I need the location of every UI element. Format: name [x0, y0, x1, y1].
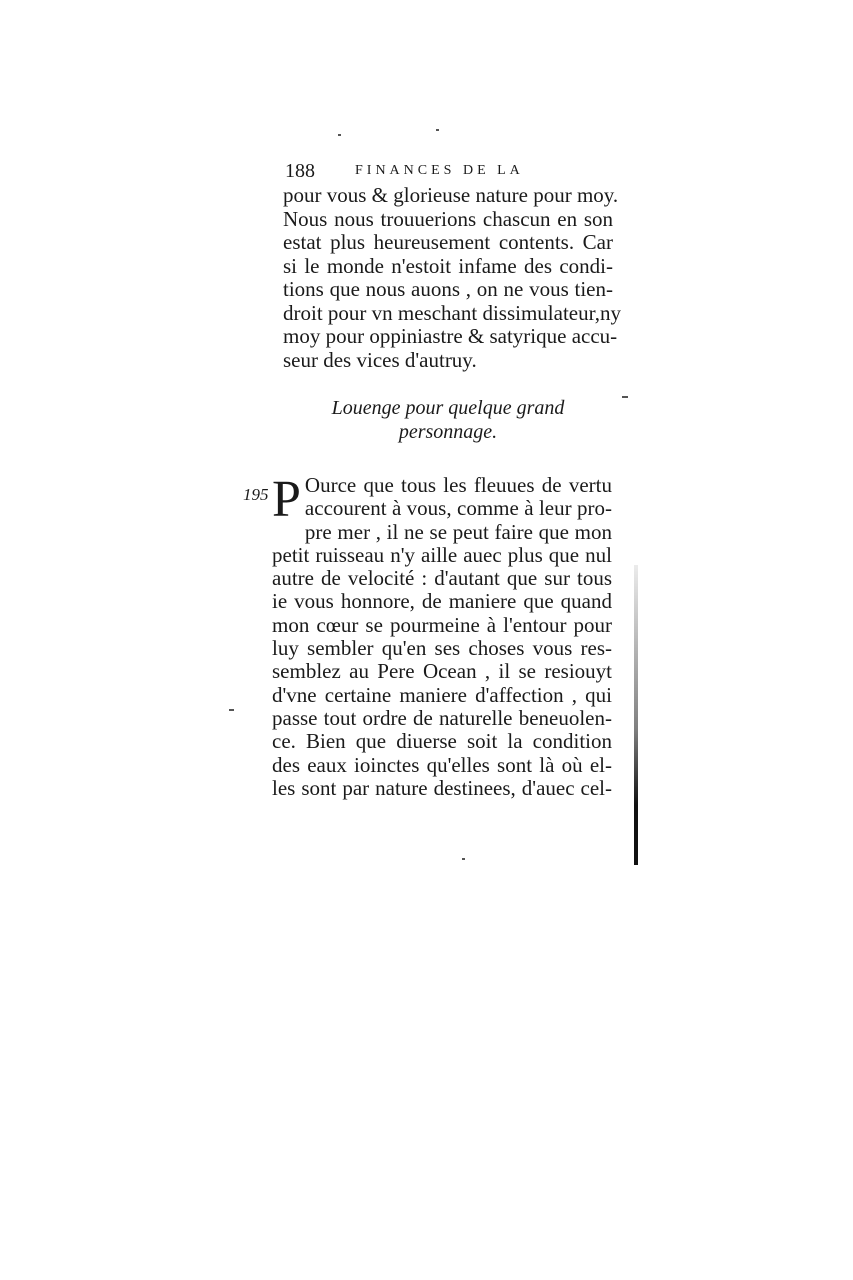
text-line: autre de velocité : d'autant que sur tous	[272, 566, 612, 591]
section-heading	[283, 396, 613, 444]
text-line: pre mer , il ne se peut faire que mon	[304, 519, 612, 544]
text-line: droit pour vn meschant dissimulateur,ny	[283, 300, 622, 325]
text-line: d'vne certaine maniere d'affection , qui	[272, 682, 612, 707]
page-number: 188	[285, 160, 315, 182]
text-line: seur des vices d'autruy.	[283, 347, 477, 372]
text-line: ie vous honnore, de maniere que quand	[272, 589, 612, 614]
speck	[622, 396, 628, 398]
speck	[338, 134, 341, 136]
text-line: passe tout ordre de naturelle beneuolen-	[272, 705, 612, 730]
running-title: FINANCES DE LA	[355, 163, 524, 178]
text-line: tions que nous auons , on ne vous tien-	[283, 277, 613, 301]
paragraph-2	[272, 471, 612, 800]
margin-number: 195	[243, 485, 269, 504]
text-line: Ource que tous les fleuues de vertu	[304, 473, 612, 497]
speck	[229, 709, 234, 711]
text-line: accourent à vous, comme à leur pro-	[304, 496, 612, 521]
text-line: si le monde n'estoit infame des condi-	[283, 253, 613, 278]
speck	[462, 858, 465, 860]
paragraph-1	[283, 183, 622, 372]
text-line: pour vous & glorieuse nature pour moy.	[283, 183, 619, 207]
text-line: Nous nous trouuerions chascun en son	[283, 206, 613, 231]
text-line: estat plus heureusement contents. Car	[283, 230, 613, 254]
text-line: des eaux ioinctes qu'elles sont là où el-	[272, 752, 612, 777]
binding-edge-shadow	[634, 565, 638, 865]
text-line: les sont par nature destinees, d'auec cel-	[272, 775, 612, 800]
heading-line-1: Louenge pour quelque grand	[331, 397, 565, 419]
text-line: semblez au Pere Ocean , il se resiouyt	[272, 659, 612, 684]
text-line: luy sembler qu'en ses choses vous res-	[272, 636, 612, 661]
drop-cap: P	[272, 471, 301, 528]
text-line: mon cœur se pourmeine à l'entour pour	[272, 612, 612, 637]
text-line: ce. Bien que diuerse soit la condition	[272, 729, 612, 754]
speck	[436, 129, 439, 131]
text-line: petit ruisseau n'y aille auec plus que nul	[272, 542, 612, 567]
text-line: moy pour oppiniastre & satyrique accu-	[283, 324, 618, 348]
heading-line-2: personnage.	[398, 421, 498, 443]
